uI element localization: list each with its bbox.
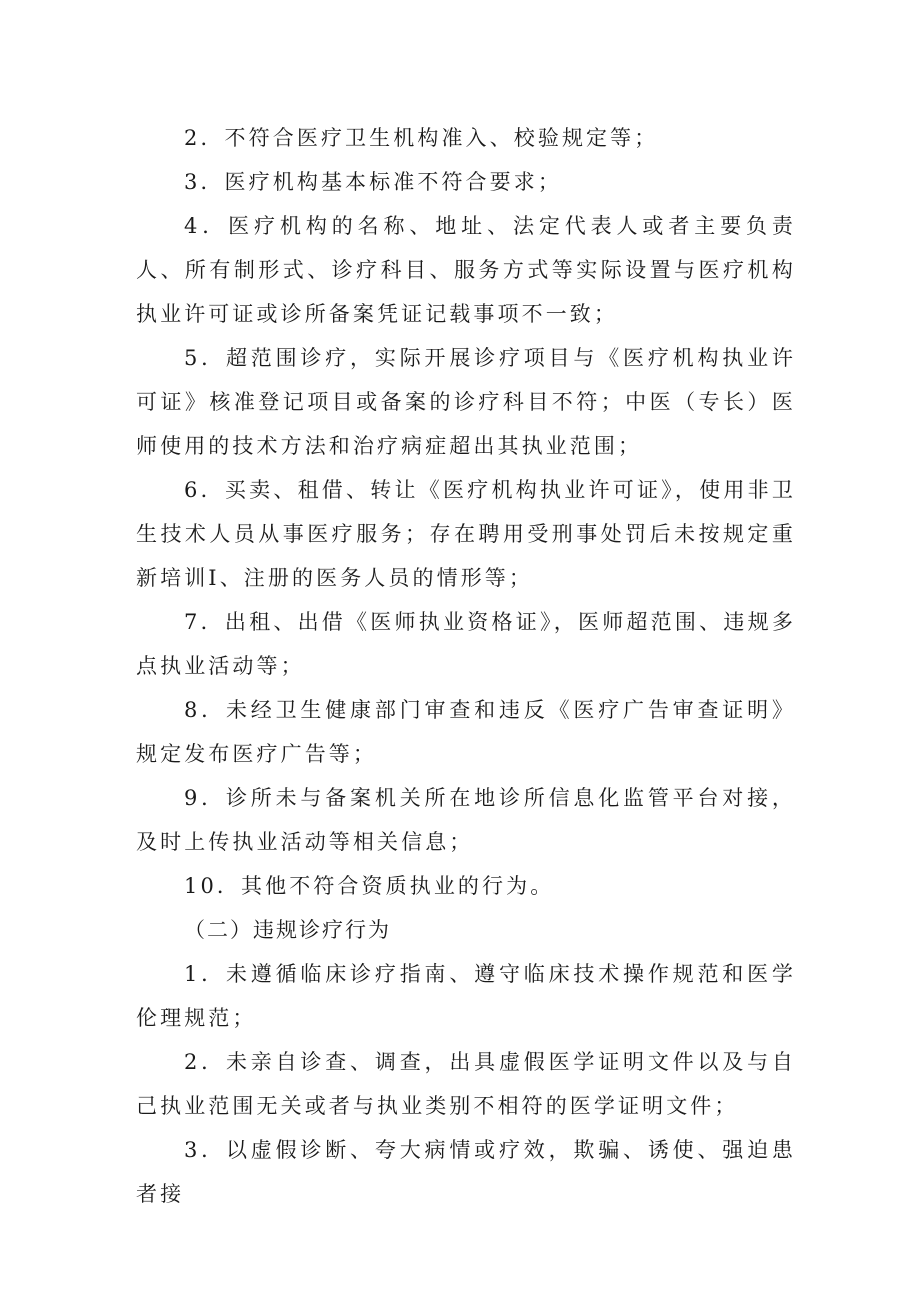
list-item-5: 5．超范围诊疗，实际开展诊疗项目与《医疗机构执业许可证》核准登记项目或备案的诊疗科目不符；中医（专长）医师使用的技术方法和治疗病症超出其执业范围； [136, 346, 796, 458]
section-item-2: 2．未亲自诊查、调查，出具虚假医学证明文件以及与自己执业范围无关或者与执业类别不相符的医学证明文件； [136, 1050, 796, 1118]
list-item-3: 3．医疗机构基本标准不符合要求； [184, 170, 562, 194]
list-item-7: 7．出租、出借《医师执业资格证》，医师超范围、违规多点执业活动等； [136, 610, 796, 678]
section-item-3: 3．以虚假诊断、夸大病情或疗效，欺骗、诱使、强迫患者接 [136, 1138, 796, 1206]
section-heading: （二）违规诊疗行为 [184, 918, 391, 942]
document-body [136, 116, 796, 1216]
section-item-1: 1．未遵循临床诊疗指南、遵守临床技术操作规范和医学伦理规范； [136, 962, 796, 1030]
list-item-4: 4．医疗机构的名称、地址、法定代表人或者主要负责人、所有制形式、诊疗科目、服务方式等实际设置与医疗机构执业许可证或诊所备案凭证记载事项不一致； [136, 214, 796, 326]
list-item-2: 2．不符合医疗卫生机构准入、校验规定等； [184, 126, 659, 150]
list-item-8: 8．未经卫生健康部门审查和违反《医疗广告审查证明》规定发布医疗广告等； [136, 698, 796, 766]
list-item-6: 6．买卖、租借、转让《医疗机构执业许可证》，使用非卫生技术人员从事医疗服务；存在聘用受刑事处罚后未按规定重新培训I、注册的医务人员的情形等； [136, 478, 796, 590]
list-item-10: 10．其他不符合资质执业的行为。 [184, 874, 555, 898]
list-item-9: 9．诊所未与备案机关所在地诊所信息化监管平台对接，及时上传执业活动等相关信息； [136, 786, 796, 854]
